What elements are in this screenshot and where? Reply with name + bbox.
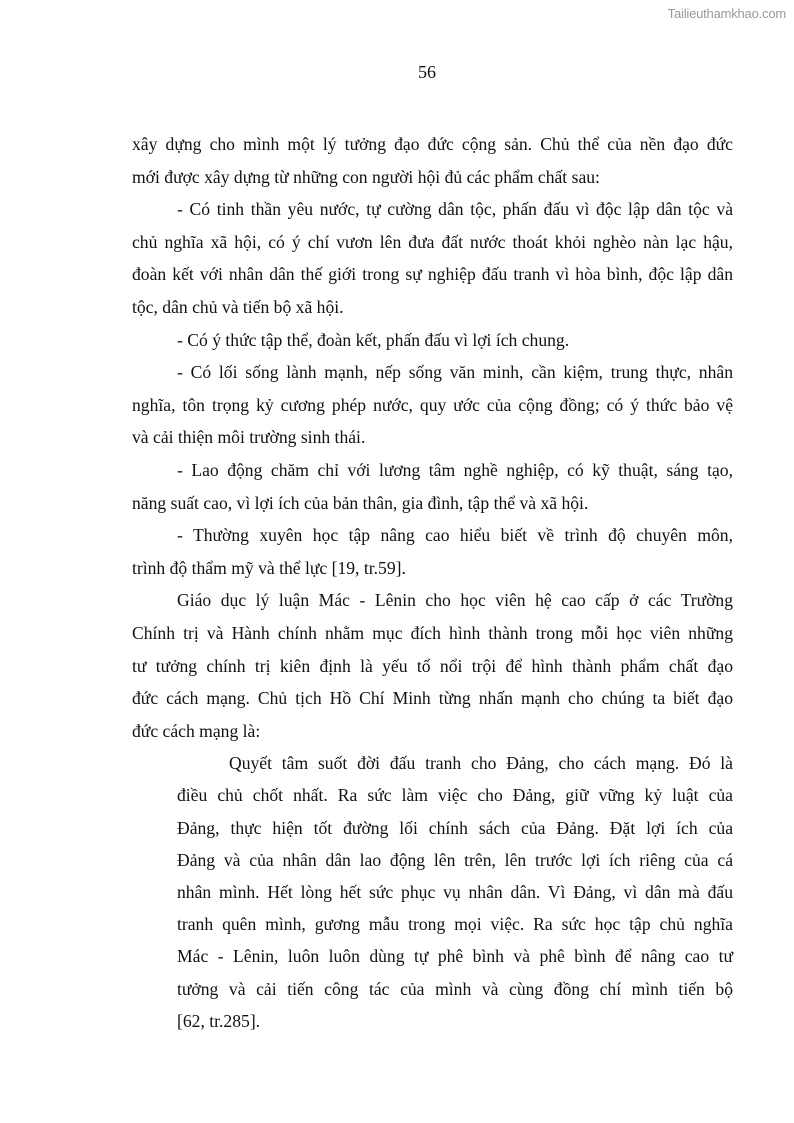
paragraph — [132, 454, 733, 519]
text-line: tư tưởng chính trị kiên định là yếu tố nổi trội để hình thành phẩm chất đạo — [132, 655, 733, 676]
text-line: Chính trị và Hành chính nhằm mục đích hình thành trong mỗi học viên những — [132, 622, 733, 643]
text-line: - Có ý thức tập thể, đoàn kết, phấn đấu vì lợi ích chung. — [177, 329, 570, 350]
quote-line: Quyết tâm suốt đời đấu tranh cho Đảng, cho cách mạng. Đó là — [229, 753, 733, 774]
paragraph — [132, 519, 733, 584]
text-line: đức cách mạng là: — [132, 720, 261, 741]
text-line: đoàn kết với nhân dân thế giới trong sự nghiệp đấu tranh vì hòa bình, độc lập dân — [132, 264, 733, 285]
paragraph — [132, 324, 733, 357]
quote-line: điều chủ chốt nhất. Ra sức làm việc cho Đảng, giữ vững kỷ luật của — [177, 785, 733, 806]
text-line: mới được xây dựng từ những con người hội đủ các phẩm chất sau: — [132, 166, 600, 187]
text-line: năng suất cao, vì lợi ích của bản thân, gia đình, tập thể và xã hội. — [132, 492, 589, 513]
text-line: - Thường xuyên học tập nâng cao hiểu biết về trình độ chuyên môn, — [177, 525, 733, 546]
quote-line: nhân mình. Hết lòng hết sức phục vụ nhân dân. Vì Đảng, vì dân mà đấu — [177, 882, 733, 903]
text-line: - Lao động chăm chỉ với lương tâm nghề nghiệp, có kỹ thuật, sáng tạo, — [177, 459, 733, 480]
text-line: và cải thiện môi trường sinh thái. — [132, 427, 366, 448]
paragraph — [132, 356, 733, 454]
text-line: nghĩa, tôn trọng kỷ cương phép nước, quy ước của cộng đồng; có ý thức bảo vệ — [132, 394, 733, 415]
text-line: Giáo dục lý luận Mác - Lênin cho học viên hệ cao cấp ở các Trường — [177, 590, 733, 611]
page-number: 56 — [418, 62, 436, 82]
quote-line: Đảng và của nhân dân lao động lên trên, lên trước lợi ích riêng của cá — [177, 849, 733, 870]
text-line: - Có lối sống lành mạnh, nếp sống văn minh, cần kiệm, trung thực, nhân — [177, 362, 733, 383]
quote-line: Mác - Lênin, luôn luôn dùng tự phê bình và phê bình để nâng cao tư — [177, 946, 733, 967]
text-line: - Có tinh thần yêu nước, tự cường dân tộc, phấn đấu vì độc lập dân tộc và — [177, 199, 733, 220]
paragraph — [132, 193, 733, 323]
document-body — [132, 128, 733, 1037]
paragraph — [132, 128, 733, 193]
quote-line: [62, tr.285]. — [177, 1010, 261, 1031]
text-line: trình độ thẩm mỹ và thể lực [19, tr.59]. — [132, 557, 406, 578]
quote-line: Đảng, thực hiện tốt đường lối chính sách của Đảng. Đặt lợi ích của — [177, 817, 733, 838]
text-line: xây dựng cho mình một lý tưởng đạo đức cộng sản. Chủ thể của nền đạo đức — [132, 134, 733, 154]
text-line: tộc, dân chủ và tiến bộ xã hội. — [132, 296, 344, 317]
text-line: chủ nghĩa xã hội, có ý chí vươn lên đưa đất nước thoát khỏi nghèo nàn lạc hậu, — [132, 231, 733, 252]
text-line: đức cách mạng. Chủ tịch Hồ Chí Minh từng nhấn mạnh cho chúng ta biết đạo — [132, 688, 733, 709]
watermark: Tailieuthamkhao.com — [667, 6, 786, 21]
quote-line: tranh quên mình, gương mẫu trong mọi việc. Ra sức học tập chủ nghĩa — [177, 914, 733, 935]
block-quote — [177, 747, 733, 1037]
quote-line: tưởng và cải tiến công tác của mình và cùng đồng chí mình tiến bộ — [177, 978, 733, 999]
paragraph — [132, 584, 733, 747]
